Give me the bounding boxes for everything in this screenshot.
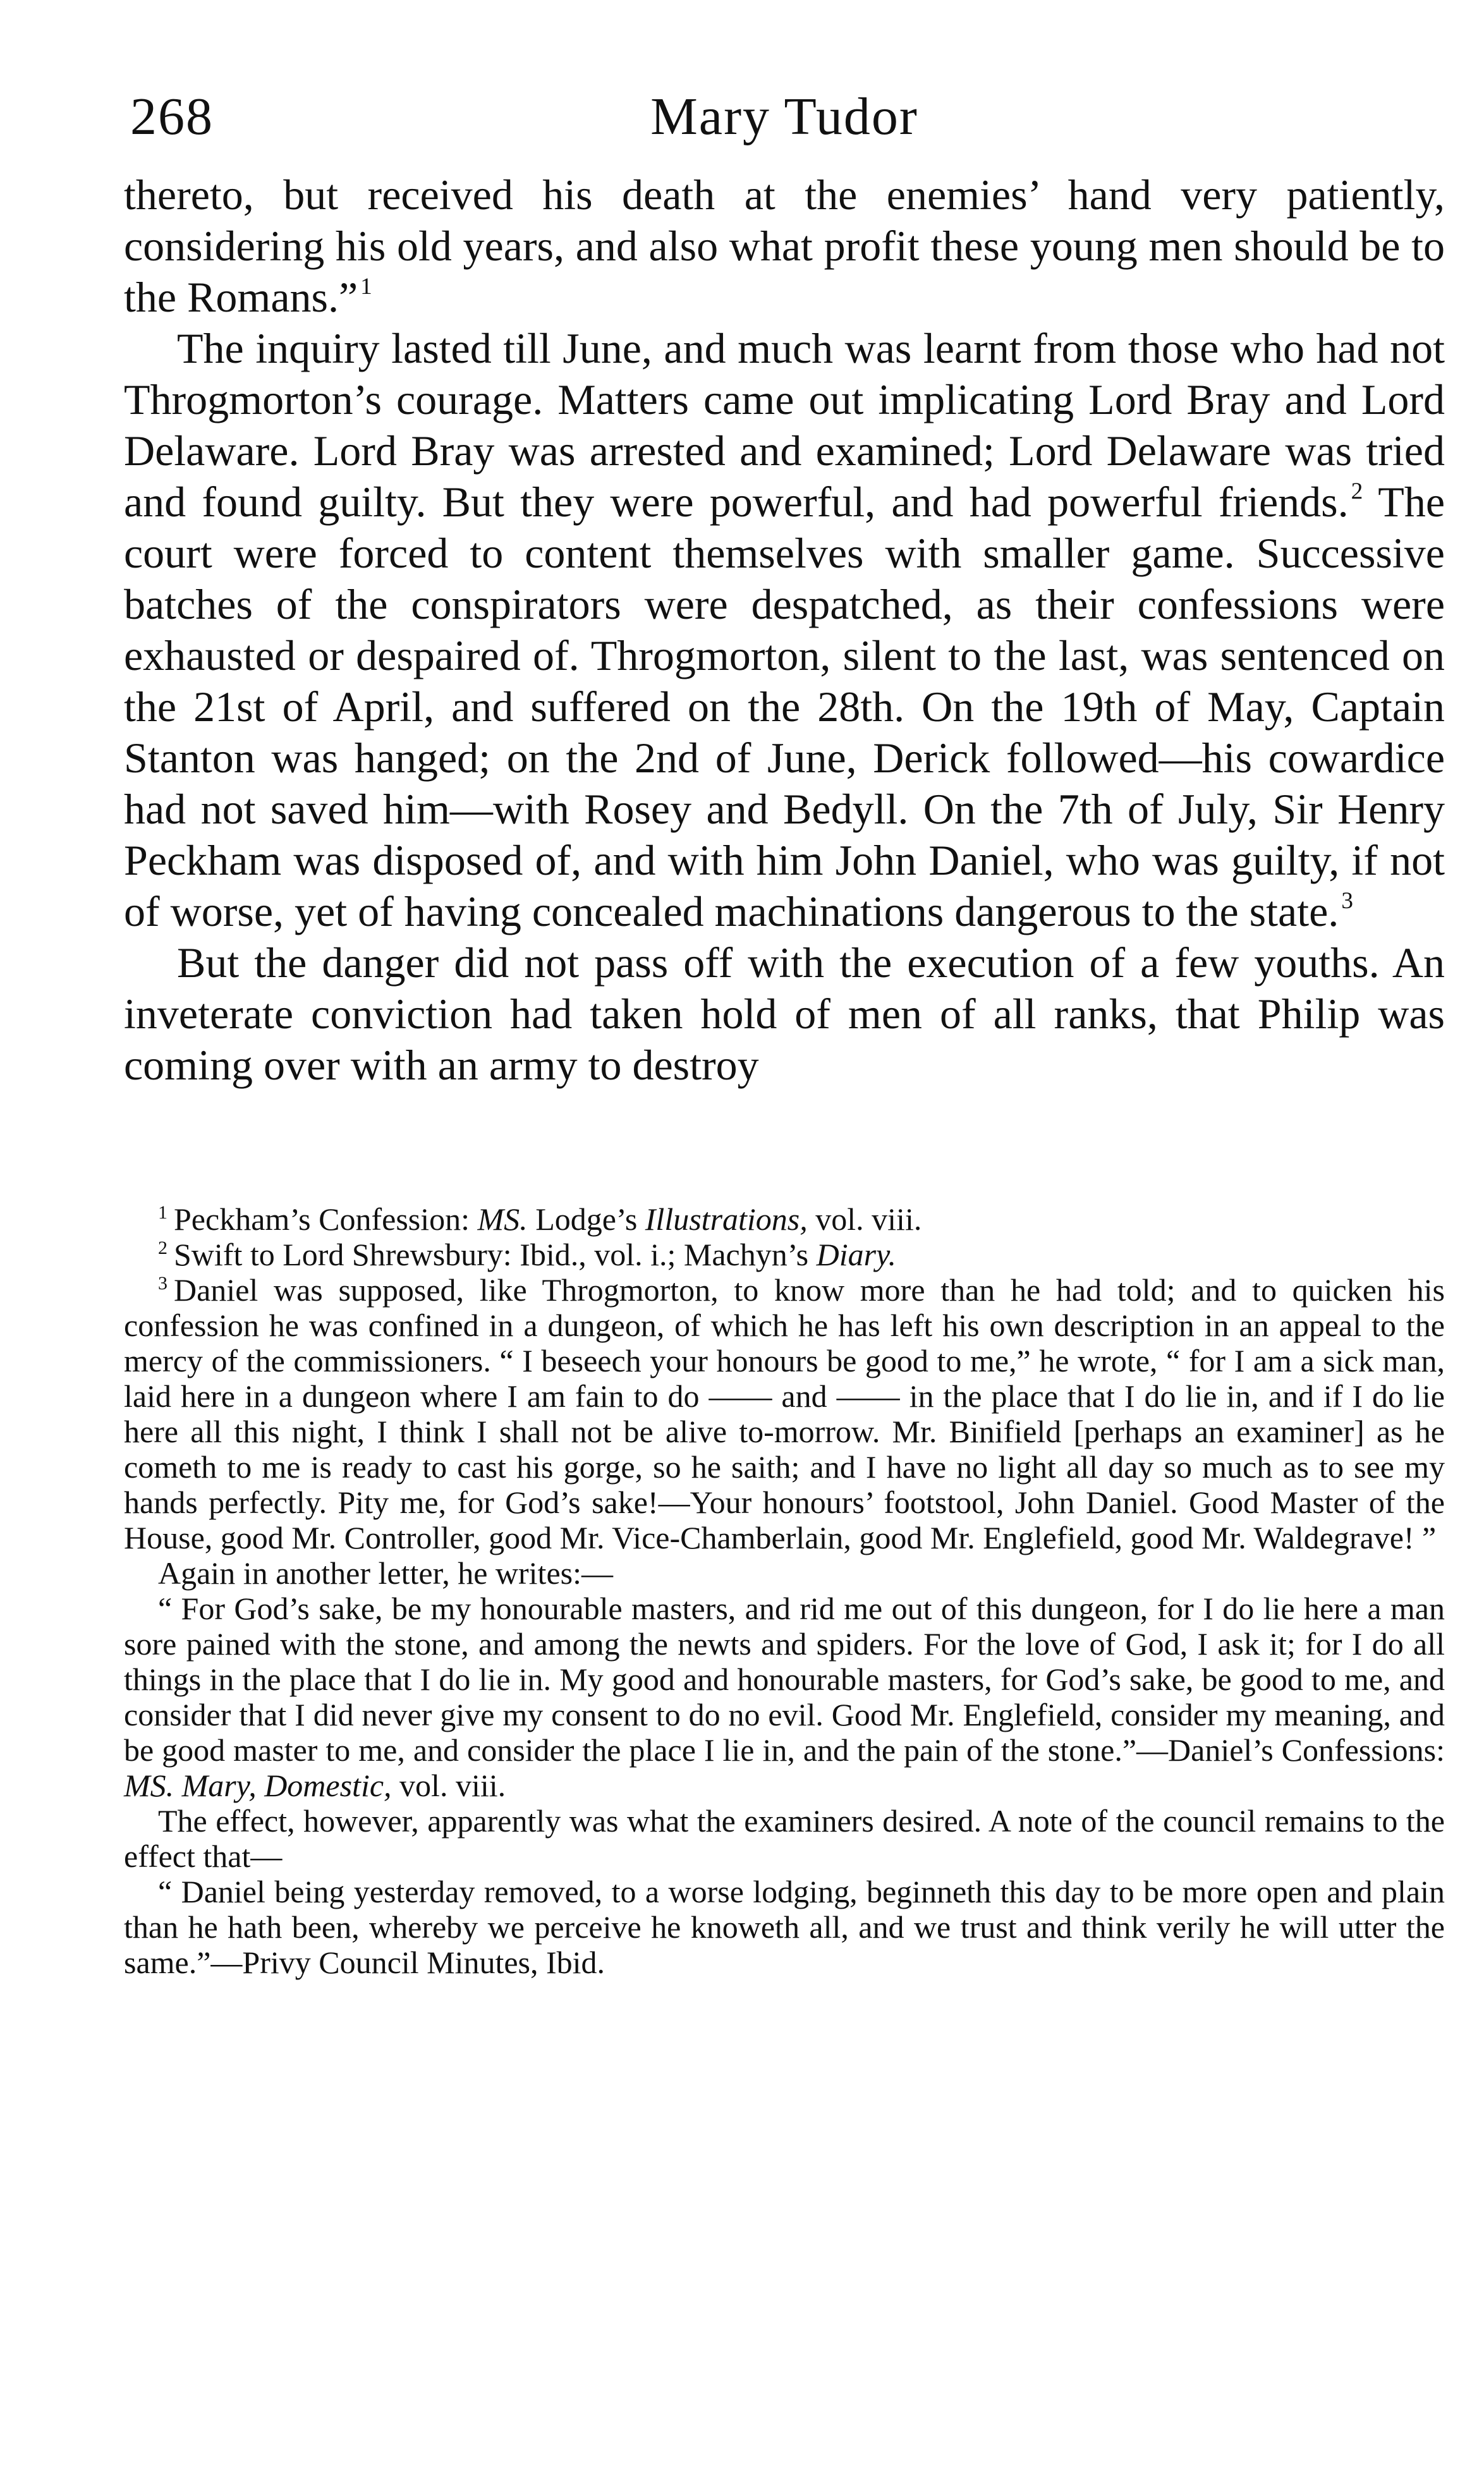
paragraph-continued: [124, 169, 1445, 323]
footnote-3: $^3$ Daniel was supposed, like Throgmorton, to know more than he had told; and to quicken his confession he was confined in a dungeon, of which he has left his own description in an appeal to the mercy of the commissioners. “ I beseech your honours be good to me,” he wrote, “ for I am a sick man, laid here in a dungeon where I am fain to do —— and —— in the place that I do lie in, and if I do lie here all this night, I think I shall not be alive to-morrow. Mr. Binifield [perhaps an examiner] as he cometh to me is ready to cast his gorge, so he saith; and I have no light all day so much as to see my hands perfectly. Pity me, for God’s sake!—Your honours’ footstool, John Daniel. Good Master of the House, good Mr. Controller, good Mr. Vice-Chamberlain, good Mr. Englefield, good Mr. Waldegrave! ”: [124, 1272, 1445, 1555]
footnote-ref-2[interactable]: 2: [1351, 478, 1363, 504]
footnote-marker: 2: [158, 1237, 167, 1258]
book-page: [124, 76, 1445, 1980]
footnote-marker: 3: [158, 1273, 167, 1294]
paragraph-text: The inquiry lasted till June, and much was learnt from those who had not Throgmorton’s courage. Matters came out implicating Lord Bray and Lord Delaware. Lord Bray was arrested and examined; Lord Delaware was tried and found guilty. But they were powerful, and had powerful friends.: [124, 324, 1445, 526]
paragraph-text: But the danger did not pass off with the execution of a few youths. An inveterate conviction had taken hold of men of all ranks, that Philip was coming over with an army to destroy: [124, 939, 1445, 1089]
footnote-3-letter: “ For God’s sake, be my honourable masters, and rid me out of this dungeon, for I do lie here a man sore pained with the stone, and among the newts and spiders. For the love of God, I ask it; for I do all things in the place that I do lie in. My good and honourable masters, for God’s sake, be good to me, and consider that I did never give my consent to do no evil. Good Mr. Englefield, consider my meaning, and be good master to me, and consider the place I lie in, and the pain of the stone.”—Daniel’s Confessions: MS. Mary, Domestic, vol. viii.: [124, 1591, 1445, 1803]
paragraph-text: The court were forced to content themselves with smaller game. Successive batches of the conspirators were despatched, as their confessions were exhausted or despaired of. Throgmorton, silent to the last, was sentenced on the 21st of April, and suffered on the 28th. On the 19th of May, Captain Stanton was hanged; on the 2nd of June, Derick followed—his cowardice had not saved him—with Rosey and Bedyll. On the 7th of July, Sir Henry Peckham was disposed of, and with him John Daniel, who was guilty, if not of worse, yet of having concealed machinations dangerous to the state.: [124, 478, 1445, 935]
main-text: [124, 169, 1445, 1091]
footnote-1: $^1$ Peckham’s Confession: MS. Lodge’s Illustrations, vol. viii.: [158, 1201, 922, 1237]
footnote-3-effect: The effect, however, apparently was what the examiners desired. A note of the council remains to the effect that—: [124, 1803, 1445, 1874]
running-title: Mary Tudor: [650, 87, 918, 146]
footnote-3-again: Again in another letter, he writes:—: [158, 1555, 613, 1591]
page-number: 268: [130, 87, 214, 146]
footnote-ref-3[interactable]: 3: [1341, 887, 1353, 914]
footnote-3-minutes: “ Daniel being yesterday removed, to a worse lodging, beginneth this day to be more open and plain than he hath been, whereby we perceive he knoweth all, and we trust and think verily he will utter the same.”—Privy Council Minutes, Ibid.: [124, 1874, 1445, 1980]
paragraph-inquiry: [124, 323, 1445, 937]
footnote-marker: 1: [158, 1202, 167, 1223]
footnote-ref-1[interactable]: 1: [360, 273, 372, 300]
paragraph-danger: [124, 937, 1445, 1091]
page-header: [124, 76, 1445, 158]
footnote-2: $^2$ Swift to Lord Shrewsbury: Ibid., vol. i.; Machyn’s Diary.: [158, 1237, 897, 1272]
footnotes: [124, 1201, 1445, 1980]
paragraph-text: thereto, but received his death at the enemies’ hand very patiently, considering his old years, and also what profit these young men should be to the Romans.”: [124, 171, 1445, 321]
